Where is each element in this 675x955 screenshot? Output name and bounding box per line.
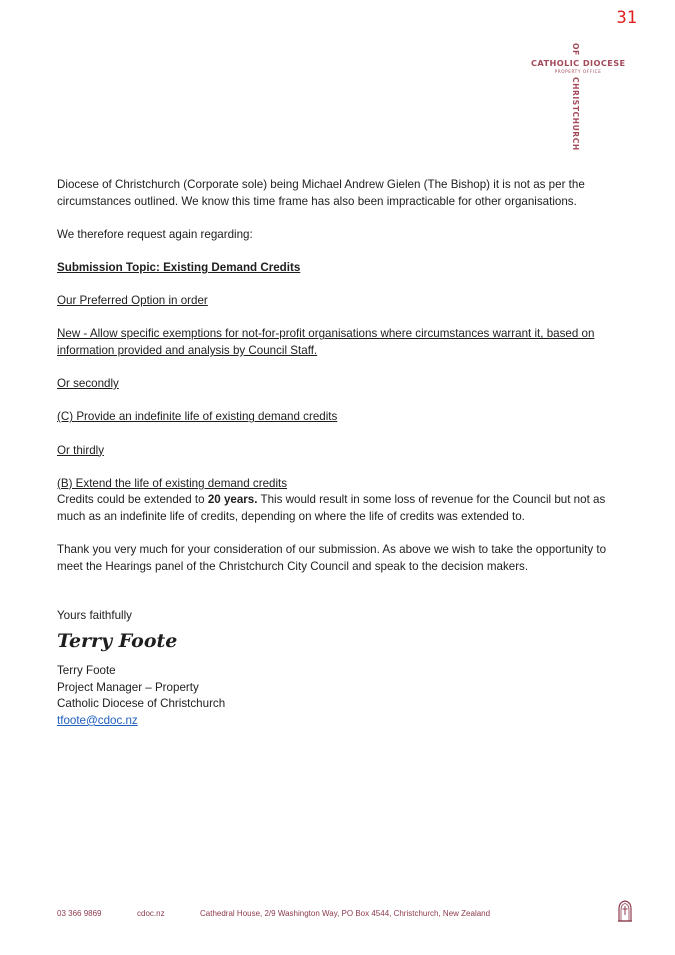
- sender-name: Terry Foote: [57, 664, 116, 678]
- sender-title: Project Manager – Property: [57, 680, 199, 694]
- page-number: 31: [616, 8, 637, 28]
- signature: Terry Foote: [57, 630, 178, 653]
- or-secondly-label: Or secondly: [57, 377, 119, 391]
- footer-phone: 03 366 9869: [57, 909, 102, 918]
- sender-organisation: Catholic Diocese of Christchurch: [57, 697, 226, 711]
- preferred-option-heading: Our Preferred Option in order: [57, 294, 208, 308]
- credits-years: 20 years.: [207, 493, 258, 507]
- footer-address: Cathedral House, 2/9 Washington Way, PO Box 4544, Christchurch, New Zealand: [200, 909, 491, 918]
- logo-vertical-christchurch: CHRISTCHURCH: [571, 77, 580, 151]
- credits-text-end: This would result in some loss of revenue for the Council but not as much as an indefinite life of credits, depending on where the life of credits was extended to.: [57, 493, 606, 523]
- paragraph-credits: [57, 492, 617, 525]
- logo-subtitle: PROPERTY OFFICE: [554, 69, 602, 74]
- option-c: (C) Provide an indefinite life of existing demand credits: [57, 410, 338, 424]
- footer-website: cdoc.nz: [137, 909, 165, 918]
- or-thirdly-label: Or thirdly: [57, 443, 105, 457]
- submission-topic-heading: Submission Topic: Existing Demand Credits: [57, 260, 301, 274]
- logo-vertical-of: OF: [571, 43, 580, 56]
- logo-title: CATHOLIC DIOCESE: [531, 58, 626, 68]
- letter-body: [57, 177, 617, 729]
- paragraph-circumstances: Diocese of Christchurch (Corporate sole) being Michael Andrew Gielen (The Bishop) it is not as per the circumstances outlined. We know this time frame has also been impracticable for other organisations.: [57, 178, 585, 208]
- salutation: Yours faithfully: [57, 609, 132, 623]
- credits-text-start: Credits could be extended to: [57, 493, 208, 507]
- option-b: (B) Extend the life of existing demand credits: [57, 476, 288, 490]
- diocese-logo: [528, 42, 628, 157]
- paragraph-thanks: Thank you very much for your consideration of our submission. As above we wish to take the opportunity to meet the Hearings panel of the Christchurch City Council and speak to the decision makers.: [57, 543, 607, 573]
- footer: [57, 909, 617, 923]
- paragraph-request: We therefore request again regarding:: [57, 227, 253, 241]
- email-link[interactable]: tfoote@cdoc.nz: [57, 713, 138, 727]
- cathedral-door-icon: [617, 900, 633, 922]
- option-new: New - Allow specific exemptions for not-for-profit organisations where circumstances warrant it, based on information provided and analysis by Council Staff.: [57, 327, 595, 357]
